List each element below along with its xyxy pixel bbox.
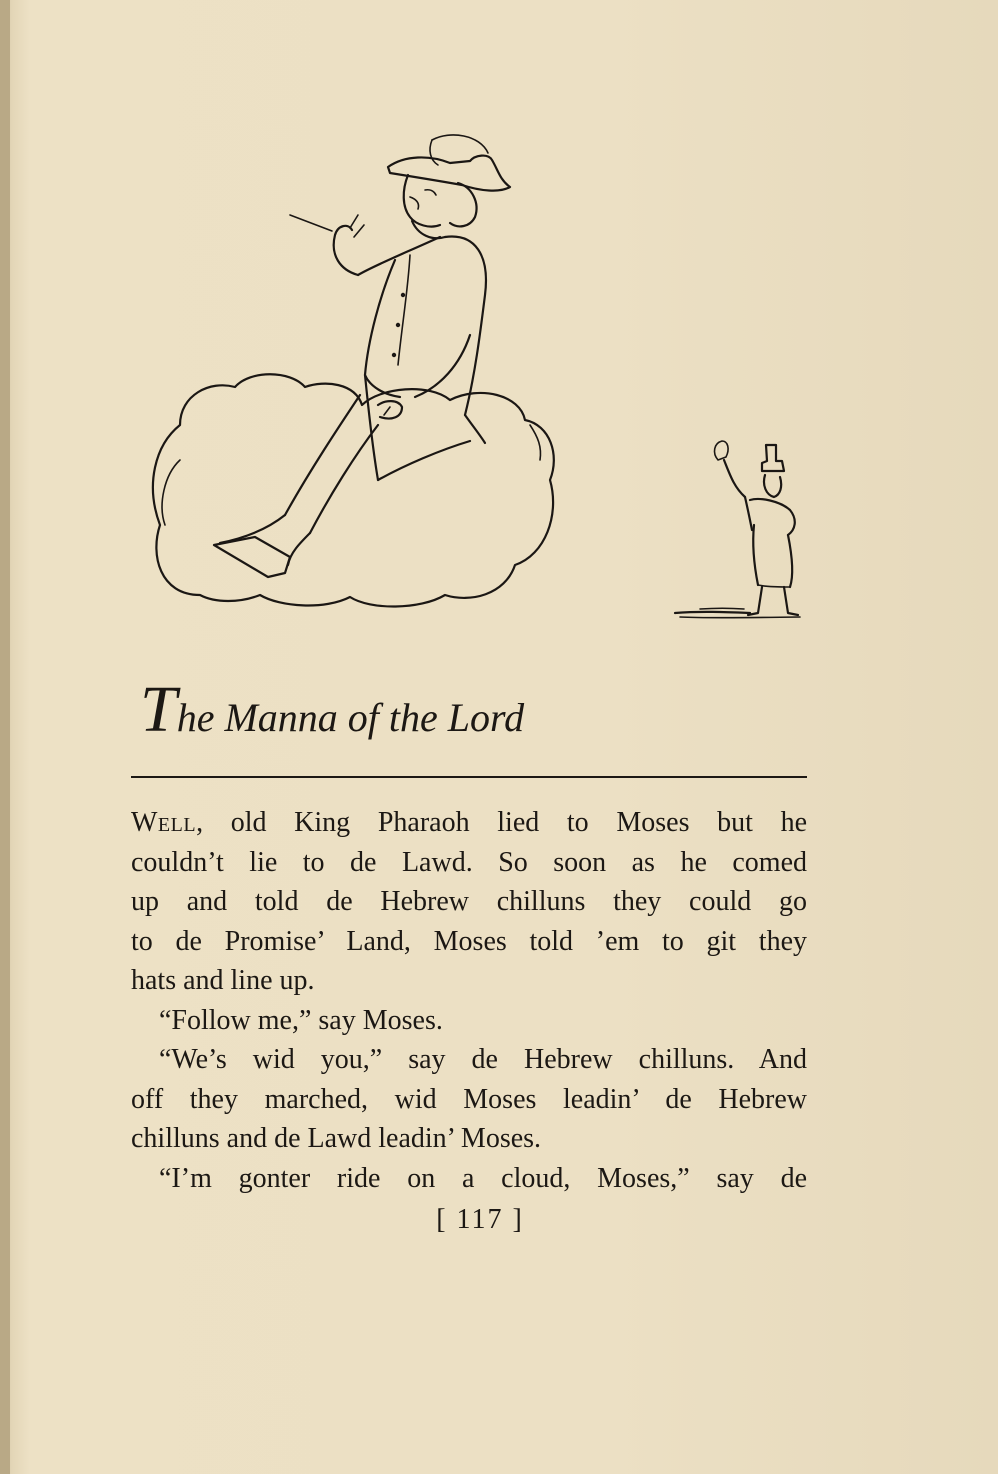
- small-standing-figure-icon: [675, 441, 800, 618]
- page-number: [ 117 ]: [436, 1204, 524, 1235]
- body-line-1: [131, 803, 807, 843]
- body-line-4: to de Promise’ Land, Moses told ’em to git they: [131, 925, 807, 957]
- body-line-10: “I’m gonter ride on a cloud, Moses,” say de: [159, 1162, 807, 1194]
- chapter-title: [140, 672, 820, 752]
- seated-figure-on-cloud-icon: [214, 135, 510, 577]
- chapter-title-rest: he Manna of the Lord: [176, 695, 525, 740]
- book-gutter: [0, 0, 10, 1474]
- chapter-title-initial: T: [140, 673, 177, 746]
- body-line-9: chilluns and de Lawd leadin’ Moses.: [131, 1123, 542, 1154]
- body-line-1-text: , old King Pharaoh lied to Moses but he: [196, 807, 807, 838]
- cloud-icon: [153, 374, 554, 606]
- body-line-8: off they marched, wid Moses leadin’ de Hebrew: [131, 1083, 807, 1115]
- title-divider: [131, 776, 807, 778]
- body-line-3: up and told de Hebrew chilluns they could go: [131, 886, 807, 917]
- body-line-2: couldn’t lie to de Lawd. So soon as he comed: [131, 846, 807, 878]
- lead-word: Well: [131, 807, 197, 838]
- chapter-illustration: [140, 125, 820, 625]
- body-line-7: “We’s wid you,” say de Hebrew chilluns. And: [159, 1044, 807, 1075]
- chapter-body: [131, 803, 807, 1198]
- body-line-5: hats and line up.: [131, 965, 315, 996]
- body-line-6: “Follow me,” say Moses.: [159, 1004, 443, 1036]
